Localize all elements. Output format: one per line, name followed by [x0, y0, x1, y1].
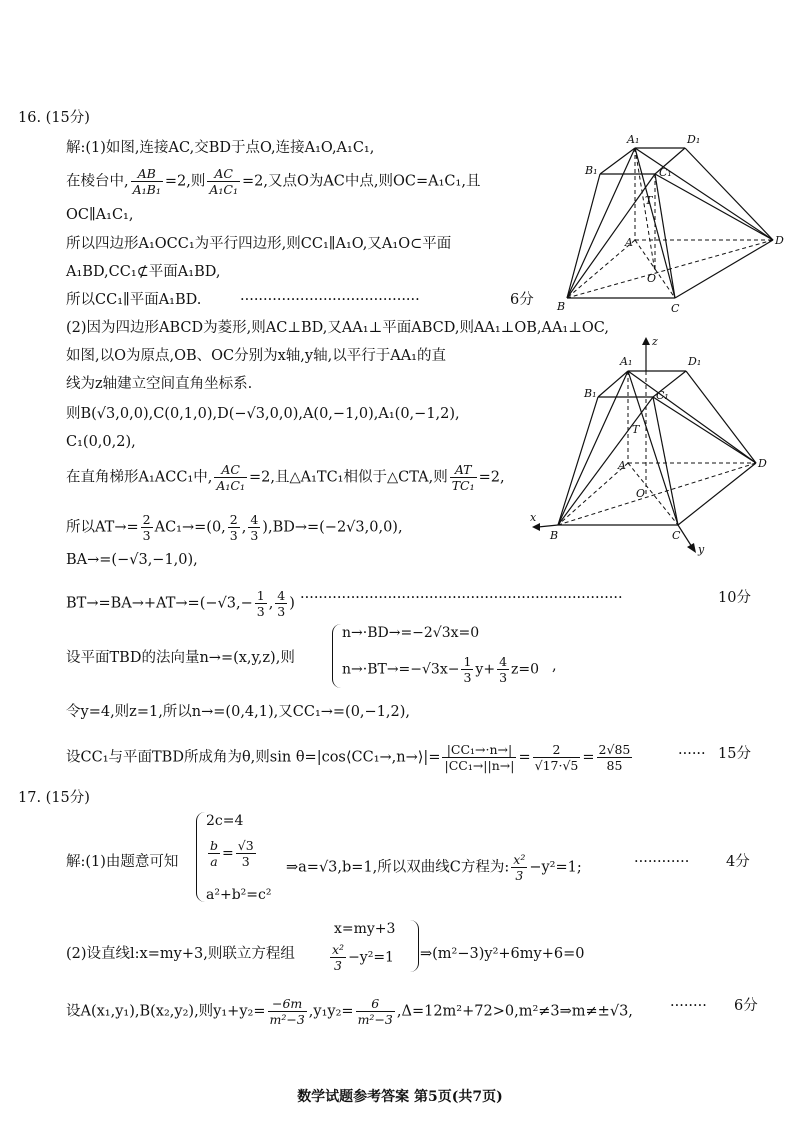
score-6b: 6分 [734, 998, 758, 1014]
q17-system-eq1: 2c=4 [206, 813, 244, 829]
q16-line-3: OC∥A₁C₁, [66, 207, 134, 223]
q16-system-eq2: n→·BT→=−√3x− $\frac{1}{3}$ y+ $\frac{4}{3}$ z=0 [342, 654, 540, 685]
label-D1: D₁ [688, 355, 702, 368]
q16-line-17: 令y=4,则z=1,所以n→=(0,4,1),又CC₁→=(0,−1,2), [66, 704, 411, 720]
dot-leader: ············ [634, 854, 690, 870]
score-6: 6分 [510, 292, 534, 308]
dot-leader: ········ [670, 998, 707, 1014]
q17-system-eq3: a²+b²=c² [206, 887, 272, 903]
q17-line-2-pre: (2)设直线l:x=my+3,则联立方程组 [66, 946, 295, 962]
frustum-figure-1 [555, 130, 785, 320]
q17-line-3: 设A(x₁,y₁),B(x₂,y₂),则y₁+y₂= $\frac{-6m}{\text{m²−3}}$ ,y₁y₂= $\frac{6}{\text{m²−3}}$ ,Δ=12m²+72>0,m²≠3⇒m≠±√3, [66, 996, 633, 1027]
q17-system-eq2: $\frac{b}{a}$ = $\frac{√3}{3}$ [210, 838, 254, 869]
label-C1: C₁ [659, 166, 672, 179]
q16-line-15: BT→=BA→+AT→=(−√3,− $\frac{1}{3}$ , $\frac{4}{3}$ ) [66, 588, 295, 619]
label-B1: B₁ [584, 387, 597, 400]
q17-line-2-post: ⇒(m²−3)y²+6my+6=0 [420, 946, 585, 962]
q17-line-1-pre: 解:(1)由题意可知 [66, 854, 179, 870]
page-footer: 数学试题参考答案 第5页(共7页) [297, 1089, 503, 1105]
score-10: 10分 [718, 590, 751, 606]
label-C: C [671, 302, 680, 315]
q16-line-14: BA→=(−√3,−1,0), [66, 552, 198, 568]
q17-line-1-post: ⇒a=√3,b=1,所以双曲线C方程为: $\frac{\text{x²}}{3}$ −y²=1; [286, 852, 582, 883]
score-4: 4分 [726, 854, 750, 870]
q16-line-5: A₁BD,CC₁⊄平面A₁BD, [66, 264, 221, 280]
q16-line-13: 所以AT→= $\frac{2}{3}$ AC₁→=(0, $\frac{2}{3}$ , $\frac{4}{3}$ ),BD→=(−2√3,0,0), [66, 512, 403, 543]
q17-system2-eq2: $\frac{\text{x²}}{3}$ −y²=1 [332, 942, 394, 973]
label-O: O [647, 272, 657, 285]
q16-line-18: 设CC₁与平面TBD所成角为θ,则sin θ=|cos⟨CC₁→,n→⟩|= $\frac{\text{|CC₁→·n→|}}{\text{|CC₁→||n→|}}$ = $\frac{2}{√17\cdot√5}$ = $\frac{2√85}{85}$ [66, 742, 631, 773]
label-A1: A₁ [627, 133, 640, 146]
label-C1: C₁ [656, 389, 669, 402]
q16-system-eq1: n→·BD→=−2√3x=0 [342, 625, 480, 641]
label-B: B [550, 529, 559, 542]
dot-leader: ······································································ [300, 590, 623, 606]
label-A: A [618, 459, 626, 472]
q16-line-10: 则B(√3,0,0),C(0,1,0),D(−√3,0,0),A(0,−1,0),A₁(0,−1,2), [66, 406, 460, 422]
q16-line-12: 在直角梯形A₁ACC₁中, $\frac{AC}{\text{A₁C₁}}$ =2,且△A₁TC₁相似于△CTA,则 $\frac{AT}{\text{TC₁}}$ =2, [66, 462, 505, 493]
q16-line-2: 在棱台中, $\frac{AB}{\text{A₁B₁}}$ =2,则 $\frac{AC}{\text{A₁C₁}}$ =2,又点O为AC中点,则OC=A₁C₁,且 [66, 166, 481, 197]
q17-heading: 17. (15分) [18, 790, 90, 806]
label-B: B [557, 300, 566, 313]
label-A1: A₁ [620, 355, 633, 368]
label-T: T [645, 194, 653, 207]
label-D: D [758, 457, 767, 470]
label-C: C [672, 529, 681, 542]
label-D1: D₁ [687, 133, 701, 146]
q17-system2-eq1: x=my+3 [334, 921, 396, 937]
system-brace-right [410, 920, 419, 972]
label-x: x [530, 511, 537, 524]
label-D: D [775, 234, 784, 247]
label-y: y [698, 543, 705, 556]
label-A: A [625, 236, 633, 249]
score-15: 15分 [718, 746, 751, 762]
q16-line-16-comma: , [552, 658, 557, 674]
q16-line-1: 解:(1)如图,连接AC,交BD于点O,连接A₁O,A₁C₁, [66, 140, 375, 156]
system-brace [196, 812, 205, 902]
q16-line-11: C₁(0,0,2), [66, 434, 136, 450]
q16-line-6: 所以CC₁∥平面A₁BD. [66, 292, 202, 308]
dot-leader: ······································· [240, 292, 420, 308]
q16-line-9: 线为z轴建立空间直角坐标系. [66, 376, 253, 392]
q16-line-4: 所以四边形A₁OCC₁为平行四边形,则CC₁∥A₁O,又A₁O⊂平面 [66, 236, 452, 252]
dot-leader: ······ [678, 746, 706, 762]
label-B1: B₁ [585, 164, 598, 177]
q16-line-16: 设平面TBD的法向量n→=(x,y,z),则 [66, 650, 295, 666]
q16-line-8: 如图,以O为原点,OB、OC分别为x轴,y轴,以平行于AA₁的直 [66, 348, 446, 364]
q16-line-7: (2)因为四边形ABCD为菱形,则AC⊥BD,又AA₁⊥平面ABCD,则AA₁⊥OB,AA₁⊥OC, [66, 320, 609, 336]
label-z: z [652, 335, 658, 348]
label-O: O [636, 487, 646, 500]
label-T: T [632, 423, 640, 436]
system-brace [332, 624, 341, 688]
frustum-figure-2 [528, 335, 778, 560]
q16-heading: 16. (15分) [18, 110, 90, 126]
